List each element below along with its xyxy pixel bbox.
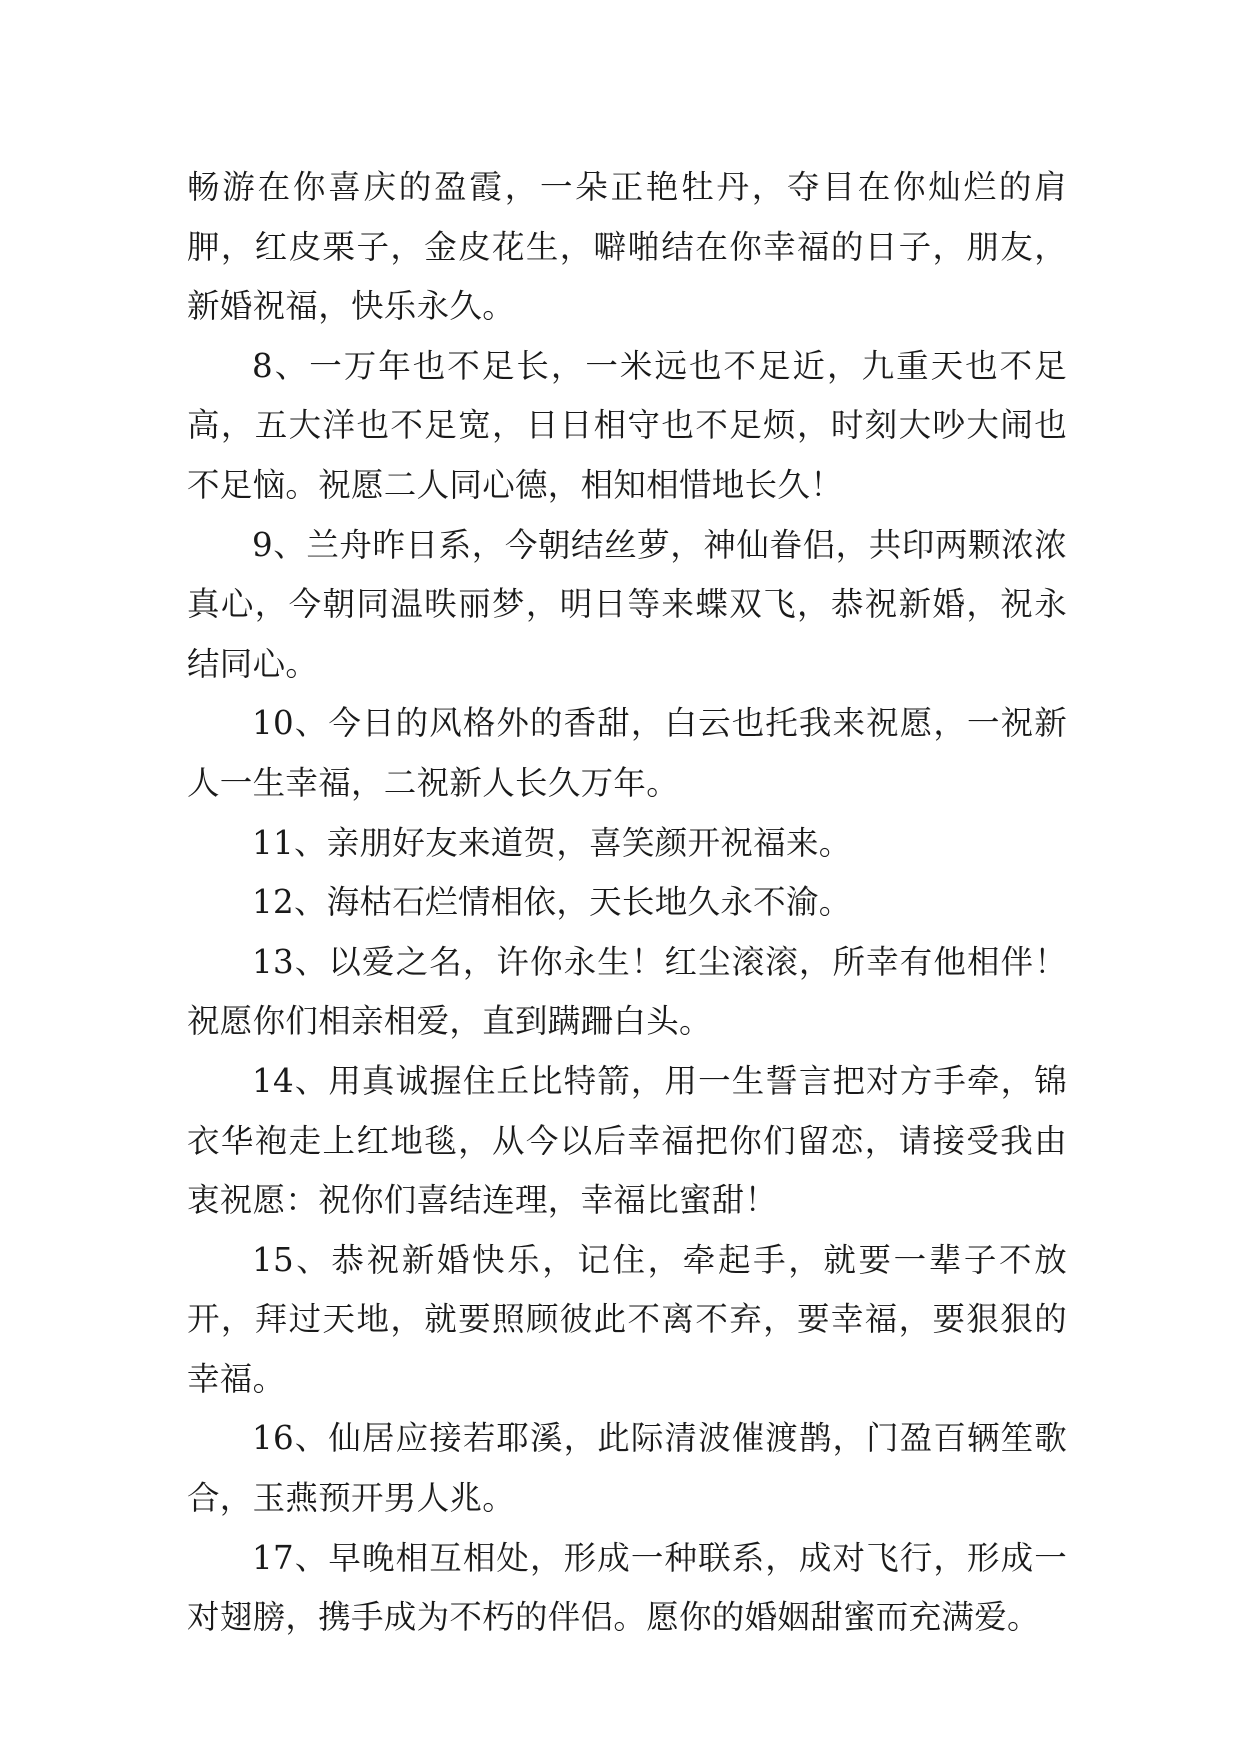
paragraph-wish-17: 17、早晚相互相处，形成一种联系，成对飞行，形成一对翅膀，携手成为不朽的伴侣。愿你的婚姻甜蜜而充满爱。 — [187, 1538, 1067, 1637]
paragraph-wish-12: 12、海枯石烂情相依，天长地久永不渝。 — [252, 883, 852, 922]
paragraph-wish-15: 15、恭祝新婚快乐，记住，牵起手，就要一辈子不放开，拜过天地，就要照顾彼此不离不弃，要幸福，要狠狠的幸福。 — [187, 1240, 1067, 1398]
paragraph-wish-8: 8、一万年也不足长，一米远也不足近，九重天也不足高，五大洋也不足宽，日日相守也不足烦，时刻大吵大闹也不足恼。祝愿二人同心德，相知相惜地长久！ — [187, 346, 1067, 504]
paragraph-wish-11: 11、亲朋好友来道贺，喜笑颜开祝福来。 — [252, 823, 852, 862]
paragraph-wish-9: 9、兰舟昨日系，今朝结丝萝，神仙眷侣，共印两颗浓浓真心，今朝同温昳丽梦，明日等来蝶双飞，恭祝新婚，祝永结同心。 — [187, 525, 1067, 683]
paragraph-continuation: 畅游在你喜庆的盈霞，一朵正艳牡丹，夺目在你灿烂的肩胛，红皮栗子，金皮花生，噼啪结在你幸福的日子，朋友，新婚祝福，快乐永久。 — [187, 168, 1067, 326]
paragraph-wish-10: 10、今日的风格外的香甜，白云也托我来祝愿，一祝新人一生幸福，二祝新人长久万年。 — [187, 704, 1067, 802]
paragraph-wish-13: 13、以爱之名，许你永生！红尘滚滚，所幸有他相伴！祝愿你们相亲相爱，直到蹒跚白头。 — [187, 942, 1067, 1041]
document-body — [187, 158, 1067, 1648]
paragraph-wish-14: 14、用真诚握住丘比特箭，用一生誓言把对方手牵，锦衣华袍走上红地毯，从今以后幸福把你们留恋，请接受我由衷祝愿：祝你们喜结连理，幸福比蜜甜！ — [187, 1061, 1067, 1220]
paragraph-wish-16: 16、仙居应接若耶溪，此际清波催渡鹊，门盈百辆笙歌合，玉燕预开男人兆。 — [187, 1419, 1067, 1518]
